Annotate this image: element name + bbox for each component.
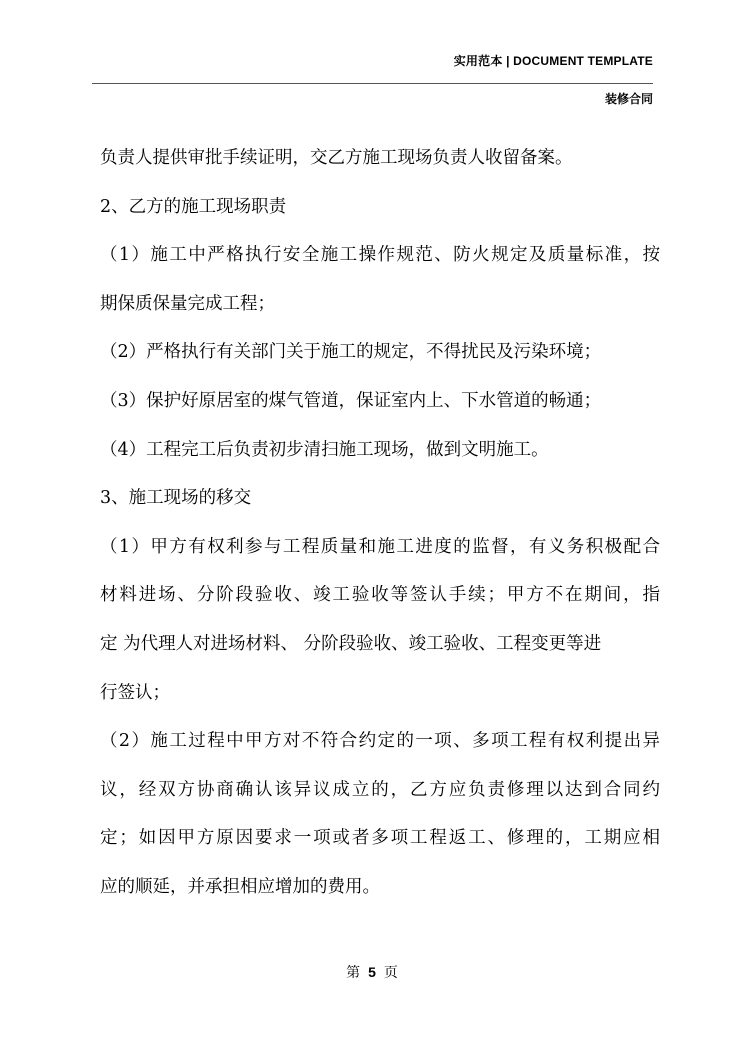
body-line: 行签认； — [100, 682, 170, 703]
body-line: （1）施工中严格执行安全施工操作规范、防火规定及质量标准，按 — [100, 245, 660, 266]
body-line: 负责人提供审批手续证明，交乙方施工现场负责人收留备案。 — [100, 148, 573, 168]
page-footer — [0, 962, 744, 982]
body-line: （4）工程完工后负责初步清扫施工现场，做到文明施工。 — [100, 439, 549, 460]
body-line: 期保质保量完成工程； — [100, 293, 275, 314]
body-line: （2）严格执行有关部门关于施工的规定，不得扰民及污染环境； — [100, 342, 602, 363]
body-line: （2）施工过程中甲方对不符合约定的一项、多项工程有权利提出异 — [100, 731, 660, 752]
body-line: （1）甲方有权利参与工程质量和施工进度的监督，有义务积极配合 — [100, 536, 660, 557]
body-line: 定；如因甲方原因要求一项或者多项工程返工、修理的，工期应相 — [100, 828, 660, 849]
body-line: 定 为代理人对进场材料、 分阶段验收、竣工验收、工程变更等进 — [100, 633, 602, 654]
page-label-suffix: 页 — [383, 965, 398, 981]
body-line: 议，经双方协商确认该异议成立的，乙方应负责修理以达到合同约 — [100, 779, 660, 800]
body-line: （3）保护好原居室的煤气管道，保证室内上、下水管道的畅通； — [100, 390, 602, 411]
header-title: 实用范本 | DOCUMENT TEMPLATE — [453, 54, 653, 68]
body-line: 材料进场、分阶段验收、竣工验收等签认手续；甲方不在期间，指 — [100, 585, 660, 606]
header-divider — [92, 83, 653, 84]
page-number: 5 — [368, 964, 376, 980]
section-heading: 2、乙方的施工现场职责 — [100, 196, 287, 217]
body-line: 应的顺延，并承担相应增加的费用。 — [100, 876, 380, 897]
section-heading: 3、施工现场的移交 — [100, 488, 252, 509]
document-body — [100, 142, 660, 920]
header-subtitle: 装修合同 — [604, 92, 653, 106]
page-label-prefix: 第 — [346, 965, 361, 981]
